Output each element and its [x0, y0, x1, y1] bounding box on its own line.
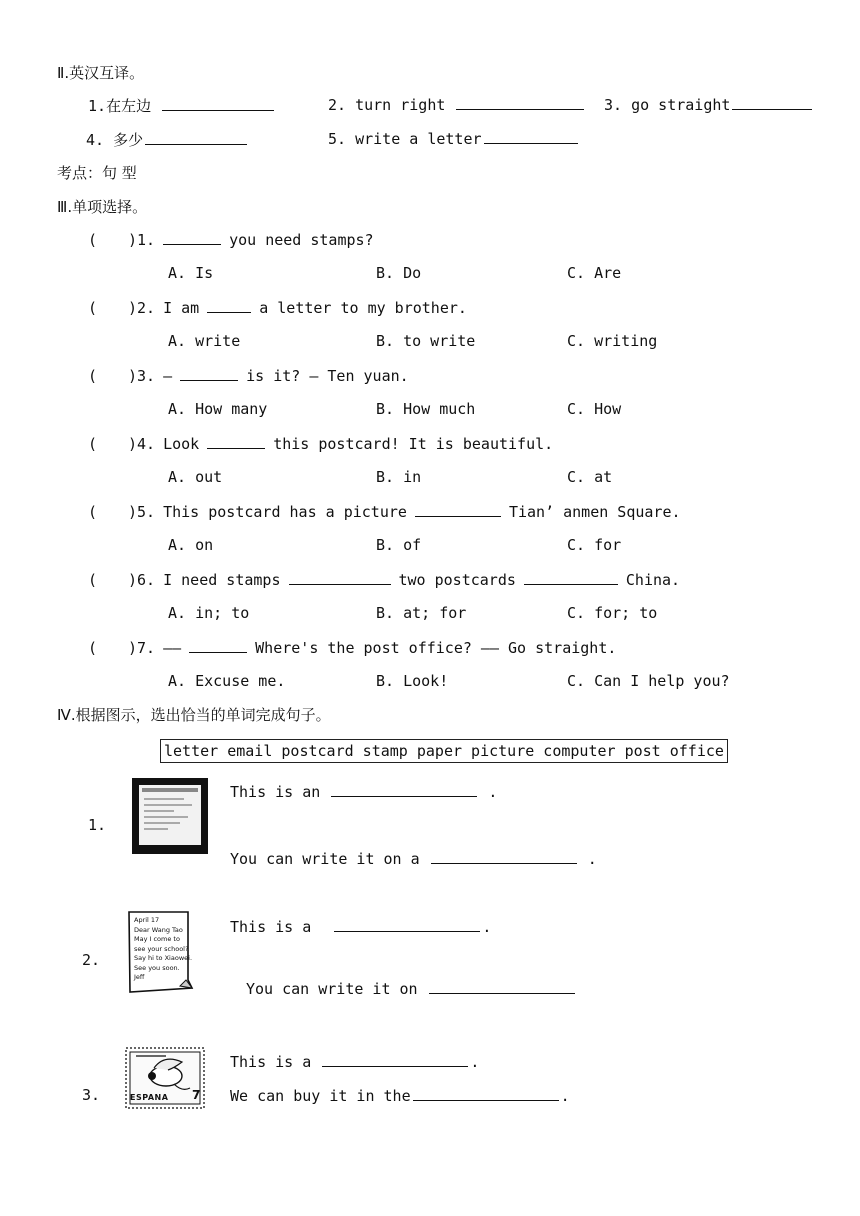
question-text-post: you need stamps?	[229, 231, 374, 249]
letter-line: April 17	[134, 916, 160, 924]
answer-paren[interactable]: (	[88, 639, 98, 657]
question-text-pre: I am	[163, 299, 200, 317]
answer-blank[interactable]	[524, 570, 618, 585]
translate-item-2	[328, 95, 586, 114]
translate-item-4	[86, 129, 249, 150]
option-b[interactable]: B. Look!	[376, 672, 449, 690]
option-a[interactable]: A. write	[168, 332, 241, 350]
answer-blank[interactable]	[163, 230, 221, 245]
answer-blank[interactable]	[207, 434, 265, 449]
question-3	[88, 366, 409, 385]
picture-item-1-line-2: You can write it on a .	[230, 850, 597, 868]
question-text-pre: This postcard has a picture	[163, 503, 407, 521]
option-b[interactable]: B. in	[376, 468, 422, 486]
option-b[interactable]: B. Do	[376, 264, 422, 282]
question-text-mid: two postcards	[398, 571, 516, 589]
kaodian-label: 考点：句 型	[57, 164, 137, 182]
computer-icon	[130, 776, 212, 858]
question-4	[88, 434, 553, 453]
question-7	[88, 638, 616, 657]
question-number: )7.	[128, 639, 156, 657]
answer-blank[interactable]	[732, 95, 812, 110]
stamp-icon	[124, 1046, 206, 1110]
section-2-title: Ⅱ.英汉互译。	[57, 64, 145, 82]
item-text: turn right	[355, 96, 446, 114]
option-c[interactable]: C. Can I help you?	[567, 672, 730, 690]
question-text-post: is it? — Ten yuan.	[246, 367, 409, 385]
answer-blank[interactable]	[289, 570, 391, 585]
translate-item-3	[604, 95, 814, 114]
picture-item-3-line-1: This is a .	[230, 1053, 480, 1071]
option-c[interactable]: C. at	[567, 468, 613, 486]
picture-item-2-line-2: You can write it on	[246, 979, 577, 998]
question-number: )6.	[128, 571, 156, 589]
question-text-pre: Look	[163, 435, 200, 453]
item-number: 3.	[604, 96, 623, 114]
letter-line: Say hi to Xiaowei.	[134, 954, 193, 962]
option-c[interactable]: C. writing	[567, 332, 658, 350]
answer-paren[interactable]: (	[88, 231, 98, 249]
option-b[interactable]: B. How much	[376, 400, 476, 418]
option-a[interactable]: A. out	[168, 468, 223, 486]
picture-item-3-number: 3.	[82, 1086, 101, 1104]
question-text-pre: —	[163, 367, 173, 385]
picture-item-2-line-1: This is a .	[230, 918, 492, 936]
question-text-pre: I need stamps	[163, 571, 281, 589]
picture-item-2-number: 2.	[82, 951, 101, 969]
answer-blank[interactable]	[415, 502, 501, 517]
answer-paren[interactable]: (	[88, 367, 98, 385]
answer-blank[interactable]	[189, 638, 247, 653]
answer-blank[interactable]	[484, 129, 578, 144]
letter-line: see your school?	[134, 944, 189, 953]
question-5	[88, 502, 681, 521]
option-c[interactable]: C. How	[567, 400, 622, 418]
question-text-post: China.	[625, 571, 681, 589]
option-a[interactable]: A. How many	[168, 400, 268, 418]
picture-item-1-line-1: This is an .	[230, 783, 498, 801]
item-text: write a letter	[355, 130, 482, 148]
letter-line: Jeff	[134, 973, 145, 981]
stamp-country: ESPANA	[130, 1093, 169, 1102]
letter-text	[134, 916, 192, 983]
option-b[interactable]: B. of	[376, 536, 422, 554]
answer-blank[interactable]	[322, 1052, 468, 1067]
answer-blank[interactable]	[456, 95, 584, 110]
question-number: )2.	[128, 299, 156, 317]
option-a[interactable]: A. on	[168, 536, 214, 554]
answer-blank[interactable]	[413, 1086, 559, 1101]
letter-line: May I come to	[134, 935, 180, 943]
answer-blank[interactable]	[429, 979, 575, 994]
option-c[interactable]: C. Are	[567, 264, 622, 282]
stamp-value: 7	[192, 1088, 201, 1102]
translate-item-5	[328, 129, 580, 148]
answer-paren[interactable]: (	[88, 435, 98, 453]
picture-item-1-number: 1.	[88, 816, 107, 834]
question-number: )1.	[128, 231, 156, 249]
answer-paren[interactable]: (	[88, 503, 98, 521]
picture-item-3-line-2: We can buy it in the .	[230, 1087, 570, 1105]
question-text-pre: ——	[163, 639, 182, 657]
section-3-title: Ⅲ.单项选择。	[57, 198, 148, 216]
question-text-post: Where's the post office? —— Go straight.	[255, 639, 617, 657]
word-bank: letter email postcard stamp paper picture computer post office	[160, 739, 728, 763]
answer-blank[interactable]	[145, 130, 247, 145]
option-b[interactable]: B. to write	[376, 332, 476, 350]
answer-blank[interactable]	[334, 917, 480, 932]
section-4-title: Ⅳ.根据图示，选出恰当的单词完成句子。	[57, 706, 331, 724]
question-text-post: Tian’ anmen Square.	[508, 503, 681, 521]
question-number: )3.	[128, 367, 156, 385]
option-c[interactable]: C. for; to	[567, 604, 658, 622]
item-number: 2.	[328, 96, 347, 114]
question-number: )4.	[128, 435, 156, 453]
answer-paren[interactable]: (	[88, 571, 98, 589]
answer-blank[interactable]	[331, 782, 477, 797]
question-6	[88, 570, 680, 589]
option-b[interactable]: B. at; for	[376, 604, 467, 622]
item-number: 1.	[88, 97, 107, 115]
letter-line: See you soon.	[134, 963, 180, 972]
option-a[interactable]: A. Is	[168, 264, 214, 282]
option-c[interactable]: C. for	[567, 536, 622, 554]
question-text-post: this postcard! It is beautiful.	[273, 435, 554, 453]
option-a[interactable]: A. in; to	[168, 604, 250, 622]
item-text: 多少	[113, 131, 144, 149]
answer-blank[interactable]	[162, 96, 274, 111]
answer-blank[interactable]	[431, 849, 577, 864]
answer-blank[interactable]	[207, 298, 251, 313]
item-text: go straight	[631, 96, 731, 114]
letter-line: Dear Wang Tao	[134, 925, 183, 934]
question-number: )5.	[128, 503, 156, 521]
translate-item-1	[88, 95, 276, 116]
item-number: 4.	[86, 131, 105, 149]
item-text: 在左边	[106, 97, 152, 115]
item-number: 5.	[328, 130, 347, 148]
letter-icon	[126, 910, 192, 992]
answer-paren[interactable]: (	[88, 299, 98, 317]
question-text-post: a letter to my brother.	[259, 299, 467, 317]
option-a[interactable]: A. Excuse me.	[168, 672, 286, 690]
question-2	[88, 298, 467, 317]
answer-blank[interactable]	[180, 366, 238, 381]
question-1	[88, 230, 374, 249]
